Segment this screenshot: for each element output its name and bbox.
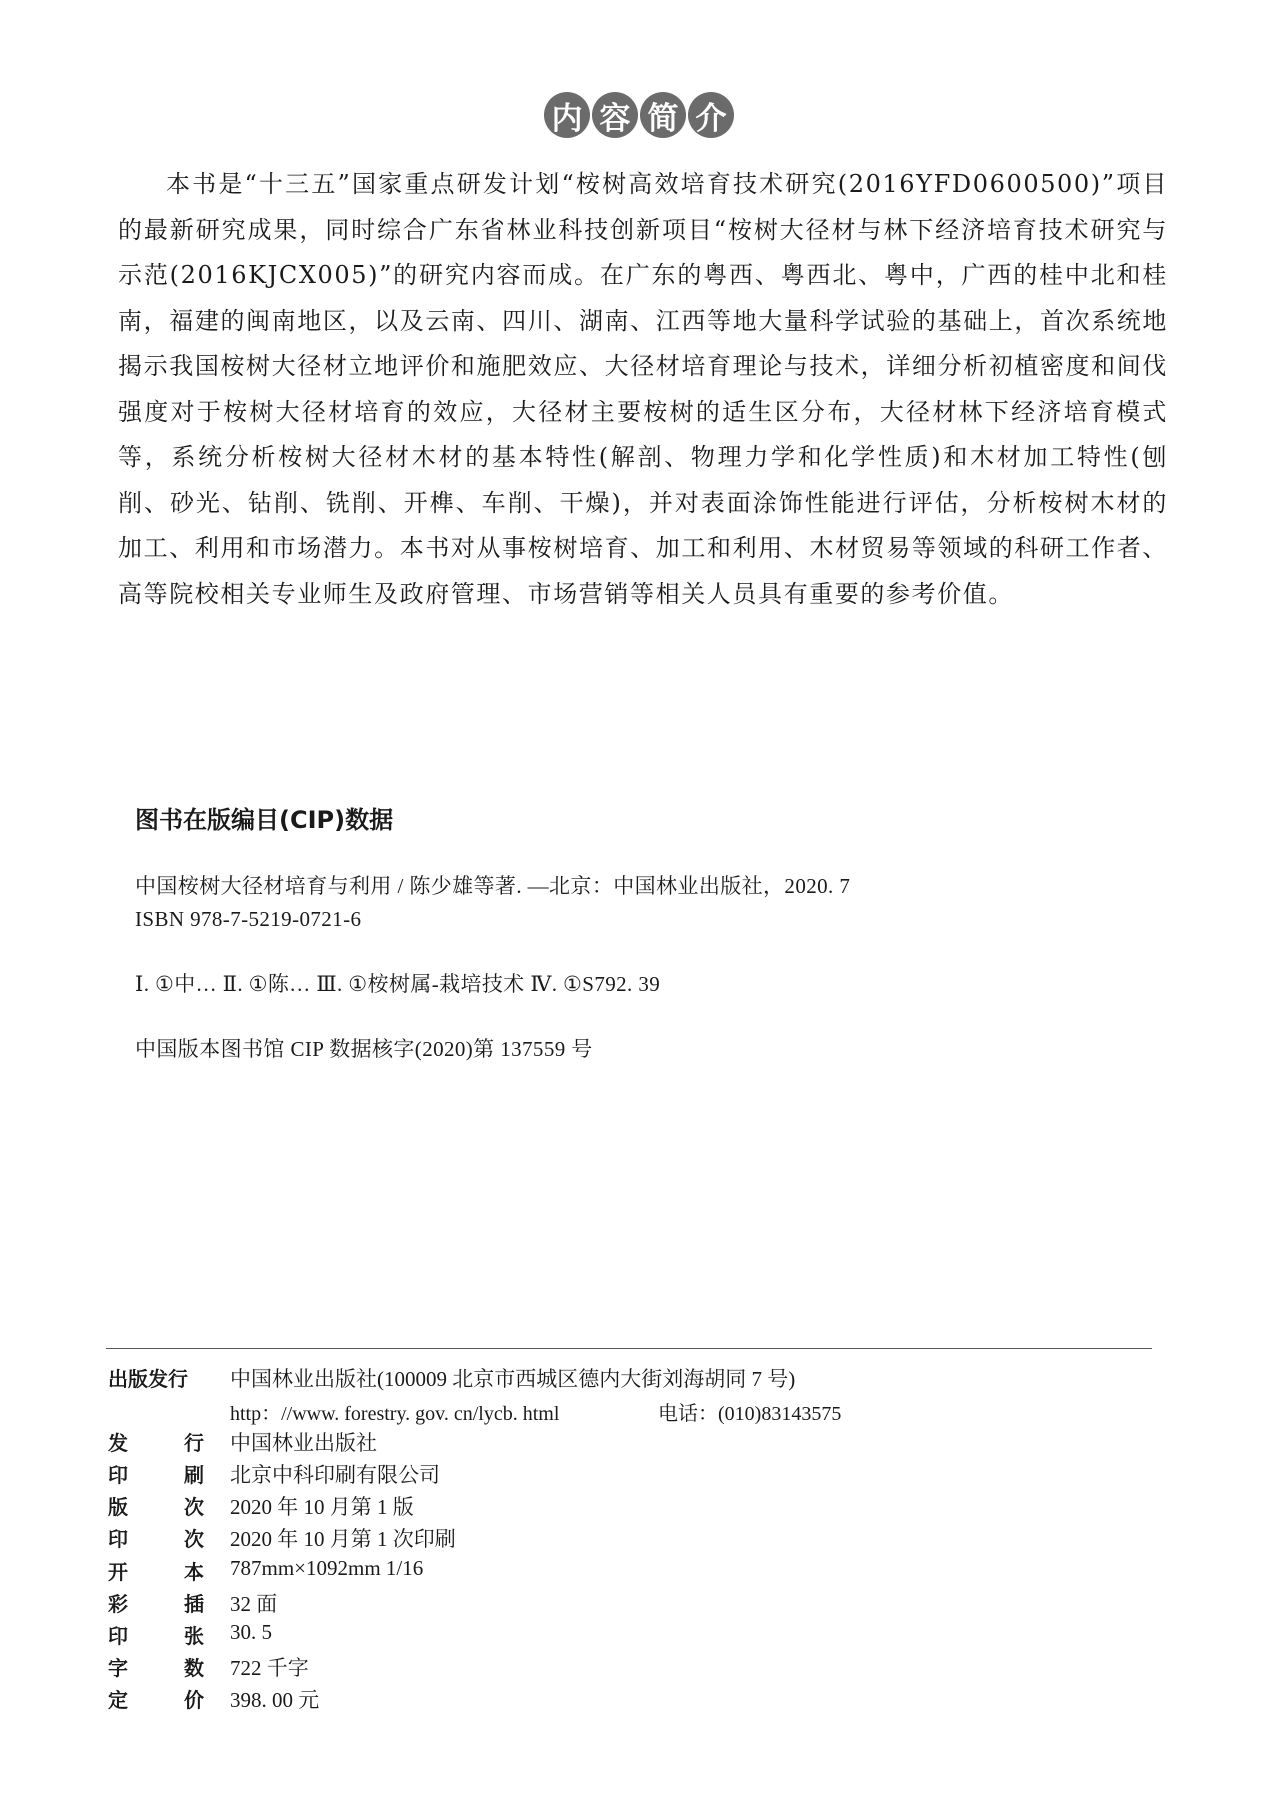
pub-label-char: 发 (108, 1431, 128, 1455)
pub-label-char: 次 (184, 1495, 204, 1519)
pub-label-char: 版 (108, 1495, 128, 1519)
pub-label (108, 1523, 204, 1552)
pub-label-char: 插 (184, 1592, 204, 1616)
divider (106, 1348, 1152, 1349)
pub-label (108, 1588, 204, 1617)
pub-label-char: 本 (184, 1560, 204, 1584)
title-char: 简 (640, 92, 686, 138)
pub-value: 787mm×1092mm 1/16 (230, 1556, 424, 1580)
pub-value: 30. 5 (230, 1620, 272, 1644)
pub-label (108, 1620, 204, 1649)
pub-label (108, 1556, 204, 1585)
pub-label (108, 1491, 204, 1520)
pub-value: 中国林业出版社 (230, 1431, 377, 1455)
pub-label-char: 价 (184, 1688, 204, 1712)
title-char: 介 (688, 92, 734, 138)
pub-label-char: 印 (108, 1463, 128, 1487)
pub-label-char: 字 (108, 1656, 128, 1680)
pub-label-char: 行 (184, 1431, 204, 1455)
pub-label (108, 1684, 204, 1713)
pub-label (108, 1459, 204, 1488)
pub-label-char: 开 (108, 1560, 128, 1584)
pub-label-char: 印 (108, 1624, 128, 1648)
title-char: 内 (544, 92, 590, 138)
title-char: 容 (592, 92, 638, 138)
pub-label (108, 1652, 204, 1681)
pub-label-char: 刷 (184, 1463, 204, 1487)
publisher-url: http：//www. forestry. gov. cn/lycb. html (230, 1403, 560, 1425)
pub-label (108, 1427, 204, 1456)
cip-classification: Ⅰ. ①中… Ⅱ. ①陈… Ⅲ. ①桉树属-栽培技术 Ⅳ. ①S792. 39 (135, 972, 661, 996)
pub-value: 398. 00 元 (230, 1688, 320, 1712)
pub-value: 32 面 (230, 1592, 278, 1616)
pub-label-char: 印 (108, 1527, 128, 1551)
pub-label: 出版发行 (108, 1367, 188, 1391)
pub-value: 北京中科印刷有限公司 (230, 1463, 440, 1487)
cip-isbn: ISBN 978-7-5219-0721-6 (135, 907, 362, 931)
pub-label-char: 定 (108, 1688, 128, 1712)
pub-value: 中国林业出版社(100009 北京市西城区德内大街刘海胡同 7 号) (230, 1367, 796, 1391)
pub-label-char: 张 (184, 1624, 204, 1648)
cip-record-number: 中国版本图书馆 CIP 数据核字(2020)第 137559 号 (135, 1037, 593, 1061)
section-title (544, 92, 734, 138)
pub-label-char: 彩 (108, 1592, 128, 1616)
publisher-phone: 电话：(010)83143575 (658, 1403, 842, 1425)
pub-value: 2020 年 10 月第 1 次印刷 (230, 1527, 456, 1551)
pub-label-char: 数 (184, 1656, 204, 1680)
pub-value: 2020 年 10 月第 1 版 (230, 1495, 414, 1519)
cip-title-line: 中国桉树大径材培育与利用 / 陈少雄等著. —北京：中国林业出版社，2020. 7 (135, 874, 851, 898)
pub-label-char: 次 (184, 1527, 204, 1551)
pub-value: 722 千字 (230, 1656, 309, 1680)
summary-paragraph: 本书是“十三五”国家重点研发计划“桉树高效培育技术研究(2016YFD0600500)”项目的最新研究成果，同时综合广东省林业科技创新项目“桉树大径材与林下经济培育技术研究与示范(2016KJCX005)”的研究内容而成。在广东的粤西、粤西北、粤中，广西的桂中北和桂南，福建的闽南地区，以及云南、四川、湖南、江西等地大量科学试验的基础上，首次系统地揭示我国桉树大径材立地评价和施肥效应、大径材培育理论与技术，详细分析初植密度和间伐强度对于桉树大径材培育的效应，大径材主要桉树的适生区分布，大径材林下经济培育模式等，系统分析桉树大径材木材的基本特性(解剖、物理力学和化学性质)和木材加工特性(刨削、砂光、钻削、铣削、开榫、车削、干燥)，并对表面涂饰性能进行评估，分析桉树木材的加工、利用和市场潜力。本书对从事桉树培育、加工和利用、木材贸易等领域的科研工作者、高等院校相关专业师生及政府管理、市场营销等相关人员具有重要的参考价值。 (118, 170, 1168, 608)
cip-heading: 图书在版编目(CIP)数据 (135, 806, 394, 834)
